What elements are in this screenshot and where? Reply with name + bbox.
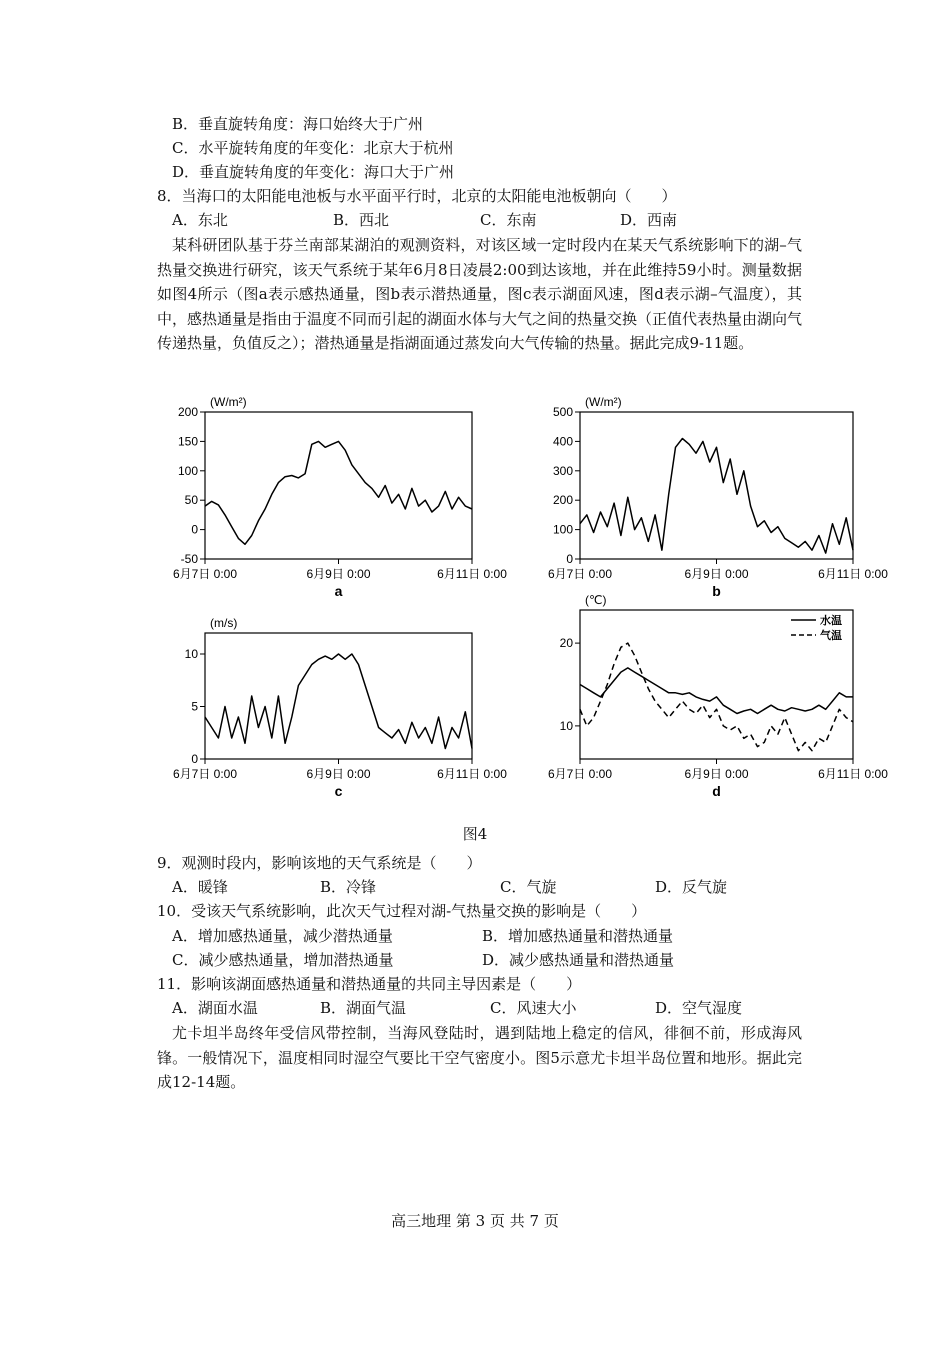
q7-option-c: C．水平旋转角度的年变化：北京大于杭州: [172, 139, 454, 157]
y-tick-label: 500: [552, 405, 573, 419]
series-line-水温: [580, 668, 853, 714]
chart-c: [170, 590, 540, 809]
panel-label: a: [334, 583, 343, 599]
figure-caption: 图4: [462, 825, 488, 843]
panel-label: b: [712, 583, 721, 599]
q11-stem: 11．影响该湖面感热通量和潜热通量的共同主导因素是（ ）: [157, 975, 582, 993]
y-tick-label: 200: [177, 405, 198, 419]
y-tick-label: 200: [552, 493, 573, 508]
q9-option-b: B．冷锋: [320, 878, 377, 896]
y-axis-label: (W/m²): [210, 395, 247, 409]
y-tick-label: 10: [184, 647, 198, 661]
x-tick-label: 6月7日 0:00: [547, 767, 613, 781]
q11-option-a: A．湖面水温: [172, 999, 258, 1017]
q9-stem: 9．观测时段内，影响该地的天气系统是（ ）: [157, 854, 482, 872]
q10-stem: 10．受该天气系统影响，此次天气过程对湖-气热量交换的影响是（ ）: [157, 902, 647, 920]
x-tick-label: 6月7日 0:00: [172, 767, 238, 781]
x-tick-label: 6月9日 0:00: [306, 567, 371, 581]
y-tick-label: 150: [177, 434, 198, 449]
y-tick-label: 20: [559, 636, 573, 651]
plot-frame: [580, 610, 853, 759]
page-footer: 高三地理 第 3 页 共 7 页: [391, 1212, 559, 1230]
q7-option-d: D．垂直旋转角度的年变化：海口大于广州: [172, 163, 455, 181]
y-tick-label: 5: [191, 699, 198, 714]
series-line-value: [580, 439, 853, 554]
y-tick-label: 100: [552, 522, 573, 537]
q7-option-b: B．垂直旋转角度：海口始终大于广州: [172, 115, 424, 133]
plot-frame: [580, 412, 853, 559]
x-tick-label: 6月9日 0:00: [306, 767, 371, 781]
panel-label: c: [334, 783, 343, 799]
q8-option-c: C．东南: [480, 211, 537, 229]
y-tick-label: 300: [552, 463, 573, 478]
q8-stem: 8．当海口的太阳能电池板与水平面平行时，北京的太阳能电池板朝向（ ）: [157, 187, 677, 205]
chart-b: [547, 390, 920, 609]
y-tick-label: 0: [566, 552, 573, 566]
y-tick-label: 100: [177, 463, 198, 478]
y-axis-label: (W/m²): [585, 395, 622, 409]
chart-a: [170, 390, 540, 609]
q10-option-b: B．增加感热通量和潜热通量: [482, 927, 674, 945]
legend-label: 气温: [820, 630, 842, 642]
y-axis-label: (m/s): [210, 616, 238, 630]
y-tick-label: 10: [559, 718, 573, 733]
intro-paragraph-9-11: 某科研团队基于芬兰南部某湖泊的观测资料，对该区域一定时段内在某天气系统影响下的湖–气热量交换进行研究，该天气系统于某年6月8日凌晨2:00到达该地，并在此维持59小时。测量数据如图4所示（图a表示感热通量，图b表示潜热通量，图c表示湖面风速，图d表示湖–气温度），其中，感热通量是指由于温度不同而引起的湖面水体与大气之间的热量交换（正值代表热量由湖向气传递热量，负值反之）；潜热通量是指湖面通过蒸发向大气传输的热量。据此完成9-11题。: [157, 236, 803, 352]
intro-paragraph-12-14: 尤卡坦半岛终年受信风带控制，当海风登陆时，遇到陆地上稳定的信风，徘徊不前，形成海风锋。一般情况下，温度相同时湿空气要比干空气密度小。图5示意尤卡坦半岛位置和地形。据此完成12-14题。: [157, 1024, 802, 1091]
q8-option-a: A．东北: [172, 211, 228, 229]
q11-option-b: B．湖面气温: [320, 999, 407, 1017]
y-axis-label: (℃): [585, 593, 607, 607]
q10-option-c: C．减少感热通量，增加潜热通量: [172, 951, 394, 969]
y-tick-label: 0: [191, 752, 198, 766]
y-tick-label: 50: [184, 493, 198, 508]
q9-option-d: D．反气旋: [655, 878, 728, 896]
q9-option-a: A．暖锋: [172, 878, 228, 896]
x-tick-label: 6月11日 0:00: [818, 567, 888, 581]
x-tick-label: 6月7日 0:00: [547, 567, 613, 581]
y-tick-label: 0: [191, 522, 198, 537]
series-line-value: [205, 441, 472, 544]
plot-frame: [205, 412, 472, 559]
x-tick-label: 6月11日 0:00: [437, 567, 507, 581]
q10-option-d: D．减少感热通量和潜热通量: [482, 951, 675, 969]
q9-option-c: C．气旋: [500, 878, 557, 896]
y-tick-label: -50: [180, 552, 198, 566]
x-tick-label: 6月11日 0:00: [818, 767, 888, 781]
legend-label: 水温: [820, 615, 842, 627]
x-tick-label: 6月9日 0:00: [684, 767, 749, 781]
x-tick-label: 6月9日 0:00: [684, 567, 749, 581]
q8-option-d: D．西南: [620, 211, 678, 229]
x-tick-label: 6月11日 0:00: [437, 767, 507, 781]
q10-option-a: A．增加感热通量，减少潜热通量: [172, 927, 393, 945]
series-line-value: [205, 654, 472, 749]
x-tick-label: 6月7日 0:00: [172, 567, 238, 581]
q8-option-b: B．西北: [333, 211, 390, 229]
chart-d: [547, 590, 920, 809]
q11-option-c: C．风速大小: [490, 999, 577, 1017]
q11-option-d: D．空气湿度: [655, 999, 743, 1017]
y-tick-label: 400: [552, 434, 573, 449]
panel-label: d: [712, 783, 721, 799]
